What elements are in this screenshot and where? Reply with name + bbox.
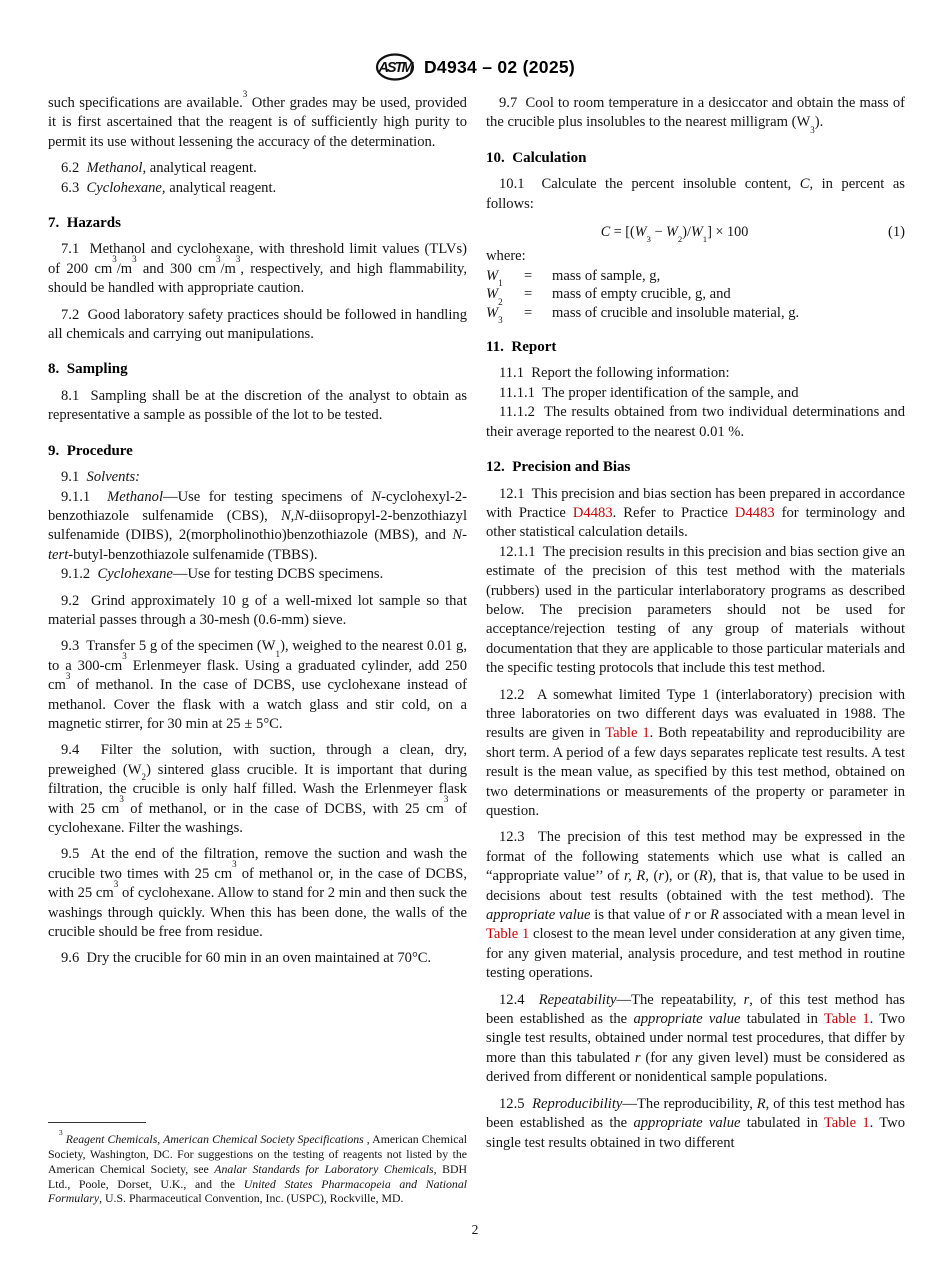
text-run: of cyclohexane. Allow to stand for 2 min and then suck the washings through quickly. When this has been done, the walls of the crucible should be free from residue. (48, 885, 467, 941)
text-run: 9.2 Grind approximately 10 g of a well-mixed lot sample so that material passes through a 30-mesh (0.6-mm) sieve. (48, 592, 467, 628)
text-italic: Cyclohexane, (86, 179, 166, 196)
text-italic: R (756, 1095, 766, 1112)
superscript: 3 (242, 88, 248, 99)
text-run: = [( (610, 224, 635, 241)
text-run: , of this test method has been established as the (486, 1095, 905, 1132)
text-italic: W (486, 286, 499, 303)
text-run: analytical reagent. (146, 160, 257, 177)
text-italic: Methanol, (86, 160, 147, 177)
subscript: 1 (498, 278, 503, 289)
section-heading (48, 214, 467, 233)
definition-row (486, 304, 905, 326)
paragraph (486, 175, 905, 214)
text-run: -butyl-benzothiazole sulfenamide (TBBS). (68, 546, 318, 563)
subscript: 3 (646, 234, 651, 245)
footnote-text (48, 1127, 468, 1206)
superscript: 3 (112, 254, 117, 265)
text-italic: appropriate value (633, 1115, 741, 1132)
subscript: 1 (275, 648, 281, 659)
text-run: 7. Hazards (48, 215, 121, 232)
link-d4483[interactable]: D4483 (572, 504, 613, 521)
text-italic: r (684, 907, 691, 924)
superscript: 3 (119, 794, 124, 805)
text-run: ), weighed to the nearest 0.01 g, to a 300-cm (48, 638, 468, 674)
paragraph (486, 686, 905, 822)
paragraph (48, 306, 467, 345)
text-run: 8.1 Sampling shall be at the discretion of the analyst to obtain as representative a sample as possible of the lot to be tested. (48, 387, 467, 424)
text-italic: N-tert (48, 527, 467, 563)
footnote-block (48, 1112, 467, 1206)
text-run: 9.6 Dry the crucible for 60 min in an oven maintained at 70°C. (61, 950, 432, 967)
text-run: 11.1.1 The proper identification of the sample, and (499, 384, 799, 401)
text-run: , in percent as follows: (486, 176, 905, 212)
text-columns (0, 84, 950, 1206)
paragraph (486, 384, 905, 403)
superscript: 3 (65, 670, 71, 681)
text-italic: W (486, 267, 499, 284)
text-run: Erlenmeyer flask. Using a graduated cylinder, add 250 cm (48, 657, 467, 694)
paragraph (486, 403, 905, 442)
paragraph (48, 159, 467, 178)
text-italic: Cyclohexane (97, 566, 173, 583)
definition-term (486, 285, 524, 307)
superscript: 3 (132, 254, 137, 265)
text-run: closest to the mean level under consideration at any given time, for any given material, analysis procedure, and test method in routine testing operations. (486, 926, 905, 982)
text-run: 12.3 The precision of this test method may be expressed in the format of the following statements which use what is called an “appropriate value’’ of (486, 829, 905, 885)
text-italic: United States Pharmacopeia and National Formulary (48, 1176, 468, 1206)
superscript: 3 (59, 1127, 63, 1137)
equals-sign: = (524, 286, 533, 303)
paragraph (48, 179, 467, 198)
text-italic: Reproducibility (532, 1095, 623, 1112)
paragraph (486, 485, 905, 543)
link-table-1[interactable]: Table 1 (823, 1115, 870, 1132)
text-italic: W (690, 224, 703, 241)
text-run: /m (116, 260, 133, 277)
text-italic: W (666, 224, 678, 241)
text-run: —Use for testing specimens of (163, 488, 372, 505)
paragraph (48, 488, 467, 566)
text-run: mass of sample, g, (552, 267, 661, 284)
text-run: for terminology and other statistical calculation details. (486, 504, 905, 541)
text-run: , American Chemical Society, Washington, DC. For suggestions on the testing of reagents not listed by the American Chemical Society, see (48, 1132, 467, 1176)
definition-text (552, 285, 905, 303)
text-italic: appropriate value (486, 907, 591, 924)
text-italic: C (799, 176, 810, 193)
text-run: 12.5 (499, 1095, 533, 1112)
section-heading (486, 149, 905, 168)
definition-term (486, 304, 524, 326)
text-italic: r (634, 1049, 641, 1066)
text-run: Other grades may be used, provided it is first ascertained that the reagent is of sufficiently high purity to permit its use without lessening the accuracy of the determination. (48, 95, 467, 150)
text-italic: r, R (624, 868, 646, 885)
paragraph (48, 240, 467, 298)
text-run: is that value of (590, 907, 685, 924)
paragraph (486, 247, 905, 266)
text-run: 8. Sampling (48, 361, 128, 378)
definition-text (552, 304, 905, 322)
superscript: 3 (122, 651, 127, 662)
definition-term (486, 267, 524, 289)
text-run: . Refer to Practice (612, 504, 735, 521)
definition-row (486, 285, 905, 307)
text-run: , ( (645, 868, 659, 885)
subscript: 2 (141, 772, 147, 783)
text-run: tabulated in (740, 1011, 824, 1028)
svg-text:ASTM: ASTM (378, 60, 412, 76)
text-run: 9.1.2 (61, 566, 98, 583)
text-run: /m (220, 260, 236, 277)
text-run: -diisopropyl-2-benzothiazyl sulfenamide (DIBS), 2(morpholinothio)benzothiazole (MBS), and (48, 507, 467, 544)
text-run: analytical reagent. (165, 179, 277, 196)
text-run: or (690, 907, 710, 924)
text-run: of methanol, or in the case of DCBS, with 25 cm (123, 800, 444, 817)
text-run: 6.2 (61, 160, 87, 177)
paragraph (48, 949, 467, 968)
text-run: —The reproducibility, (622, 1095, 757, 1112)
left-column (48, 88, 468, 1206)
text-run: − (650, 224, 667, 241)
text-run: 6.3 (61, 179, 87, 196)
text-run: 7.2 Good laboratory safety practices should be followed in handling all chemicals and carrying out manipulations. (48, 306, 467, 343)
text-italic: W (634, 224, 647, 241)
text-run: 12.2 A somewhat limited Type 1 (interlaboratory) precision with three laboratories on two different days was evaluated in 1988. The results are given in (486, 686, 905, 742)
text-run: ), that is, that value to be used in decisions about test results (obtained with the test method). The (486, 868, 905, 904)
paragraph (48, 88, 467, 152)
link-d4483[interactable]: D4483 (734, 504, 775, 521)
link-table-1[interactable]: Table 1 (486, 926, 530, 943)
link-table-1[interactable]: Table 1 (823, 1011, 870, 1028)
astm-logo-icon (375, 51, 415, 83)
text-run: 12.4 (499, 991, 539, 1008)
subscript: 2 (677, 234, 683, 245)
text-italic: R (709, 907, 719, 924)
text-run: 12.1 This precision and bias section has been prepared in accordance with Practice (486, 485, 905, 521)
text-run: . Two single test results obtained in two different (486, 1115, 906, 1151)
right-column (486, 94, 905, 1206)
text-run: , of this test method has been established as the (486, 991, 905, 1028)
document-designation: D4934 – 02 (2025) (423, 56, 576, 77)
page-number: 2 (471, 1222, 479, 1237)
paragraph (48, 565, 467, 584)
text-run: 9. Procedure (48, 442, 133, 459)
text-run: where: (486, 248, 526, 265)
equation-number: (1) (887, 224, 905, 241)
text-run: , respectively, and high flammability, should be handled with appropriate caution. (48, 260, 467, 297)
superscript: 3 (443, 794, 449, 805)
text-run: mass of empty crucible, g, and (552, 286, 731, 303)
text-italic: r (743, 991, 750, 1008)
text-italic: Reagent Chemicals, American Chemical Society Specifications (65, 1132, 364, 1147)
link-table-1[interactable]: Table 1 (605, 725, 650, 742)
text-run: 11.1 Report the following information: (499, 365, 730, 382)
definition-text (552, 267, 905, 285)
paragraph (486, 991, 905, 1088)
text-run: of methanol. In the case of DCBS, use cyclohexane instead of methanol. Cover the flask with a watch glass and stir cold, on a magnetic stirrer, for 30 min at 25 ± 5°C. (48, 677, 467, 732)
text-italic: Solvents: (86, 469, 141, 486)
equation (486, 223, 905, 245)
text-run: 11.1.2 The results obtained from two individual determinations and their average reported to the nearest 0.01 %. (486, 404, 905, 440)
text-italic: Repeatability (538, 991, 617, 1008)
text-run: 9.1 (61, 469, 87, 486)
text-run: ) sintered glass crucible. It is important that during filtration, the crucible is only half filled. Wash the Erlenmeyer flask with 25 cm (48, 761, 468, 817)
text-italic: W (486, 304, 499, 321)
paragraph (48, 845, 467, 942)
superscript: 3 (235, 254, 241, 265)
paragraph (48, 637, 467, 734)
text-run: . Both repeatability and reproducibility are short term. A period of a few days separates replicate test results. A test result is the mean value, as specified by this test method, obtained on two determinations or measurements of the property or parameter in question. (486, 725, 905, 819)
paragraph (486, 543, 905, 679)
text-run: . Two single test results, obtained under normal test procedures, that differ by more than this tabulated (486, 1011, 906, 1066)
text-run: mass of crucible and insoluble material, g. (552, 304, 800, 321)
superscript: 3 (215, 254, 221, 265)
text-italic: N,N (280, 507, 305, 524)
text-run: -cyclohexyl-2-benzothiazole sulfenamide (CBS), (48, 488, 467, 524)
equals-sign: = (524, 304, 533, 321)
superscript: 3 (113, 878, 119, 889)
text-italic: R (698, 868, 708, 885)
paragraph (486, 1095, 905, 1153)
text-run: ). (814, 114, 824, 131)
definition-row (486, 267, 905, 289)
paragraph (48, 387, 467, 426)
text-run: 7.1 Methanol and cyclohexane, with threshold limit values (TLVs) of 200 cm (48, 241, 467, 277)
equals-sign: = (524, 267, 533, 284)
text-run: )/ (682, 224, 691, 241)
equation-body (486, 223, 863, 245)
subscript: 2 (498, 296, 503, 307)
text-run: 10.1 Calculate the percent insoluble content, (499, 176, 800, 193)
text-run: 9.1.1 (61, 488, 108, 505)
text-run: 9.4 Filter the solution, with suction, through a clean, dry, preweighed (W (48, 742, 467, 778)
text-run: of methanol or, in the case of DCBS, with 25 cm (48, 865, 467, 902)
text-run: (for any given level) must be considered as derived from different or nonidentical sample populations. (486, 1049, 905, 1086)
superscript: 3 (232, 859, 237, 870)
text-run: and 300 cm (136, 260, 216, 277)
page-header (0, 0, 950, 84)
subscript: 3 (810, 124, 815, 135)
text-run: 10. Calculation (486, 149, 587, 166)
section-heading (48, 442, 467, 461)
section-heading (486, 338, 905, 357)
text-italic: r (658, 868, 665, 885)
text-italic: Analar Standards for Laboratory Chemicals (214, 1161, 434, 1176)
paragraph (486, 94, 905, 133)
text-run: 9.7 Cool to room temperature in a desiccator and obtain the mass of the crucible plus insolubles to the nearest milligram (W (486, 95, 905, 131)
text-italic: Methanol (107, 488, 163, 505)
text-run: , U.S. Pharmaceutical Convention, Inc. (USPC), Rockville, MD. (99, 1191, 404, 1206)
text-italic: appropriate value (633, 1011, 741, 1028)
text-run: tabulated in (740, 1115, 824, 1132)
paragraph (486, 364, 905, 383)
text-run: —The repeatability, (616, 991, 744, 1008)
subscript: 3 (498, 315, 503, 326)
subscript: 1 (702, 234, 708, 245)
paragraph (486, 828, 905, 983)
text-run: —Use for testing DCBS specimens. (172, 566, 384, 583)
paragraph (48, 741, 467, 838)
text-run: ), or ( (664, 868, 699, 885)
text-run: 9.3 Transfer 5 g of the specimen (W (61, 638, 276, 655)
text-run: 11. Report (486, 339, 557, 356)
page-footer (0, 1222, 950, 1238)
section-heading (486, 458, 905, 477)
text-run: associated with a mean level in (718, 907, 905, 924)
text-italic: N (371, 488, 382, 505)
text-run: such specifications are available. (48, 95, 243, 111)
text-run: 9.5 At the end of the filtration, remove the suction and wash the crucible two times with 25 cm (48, 846, 467, 882)
text-run: of cyclohexane. Filter the washings. (48, 800, 467, 836)
paragraph (48, 592, 467, 631)
text-run: ] × 100 (707, 224, 749, 241)
section-heading (48, 360, 467, 379)
paragraph (48, 468, 467, 487)
text-run: 12. Precision and Bias (486, 459, 631, 476)
footnote-divider (48, 1122, 146, 1123)
text-run: 12.1.1 The precision results in this precision and bias section give an estimate of the precision of this test method with the materials (rubbers) used in the particular interlaboratory programs as described below. The precision parameters should not be used for acceptance/rejection testing of any group of materials without documentation that they are applicable to those particular materials and the specific testing protocols that include this test method. (486, 543, 905, 677)
text-italic: C (600, 224, 611, 241)
text-run: , BDH Ltd., Poole, Dorset, U.K., and the (48, 1161, 467, 1191)
